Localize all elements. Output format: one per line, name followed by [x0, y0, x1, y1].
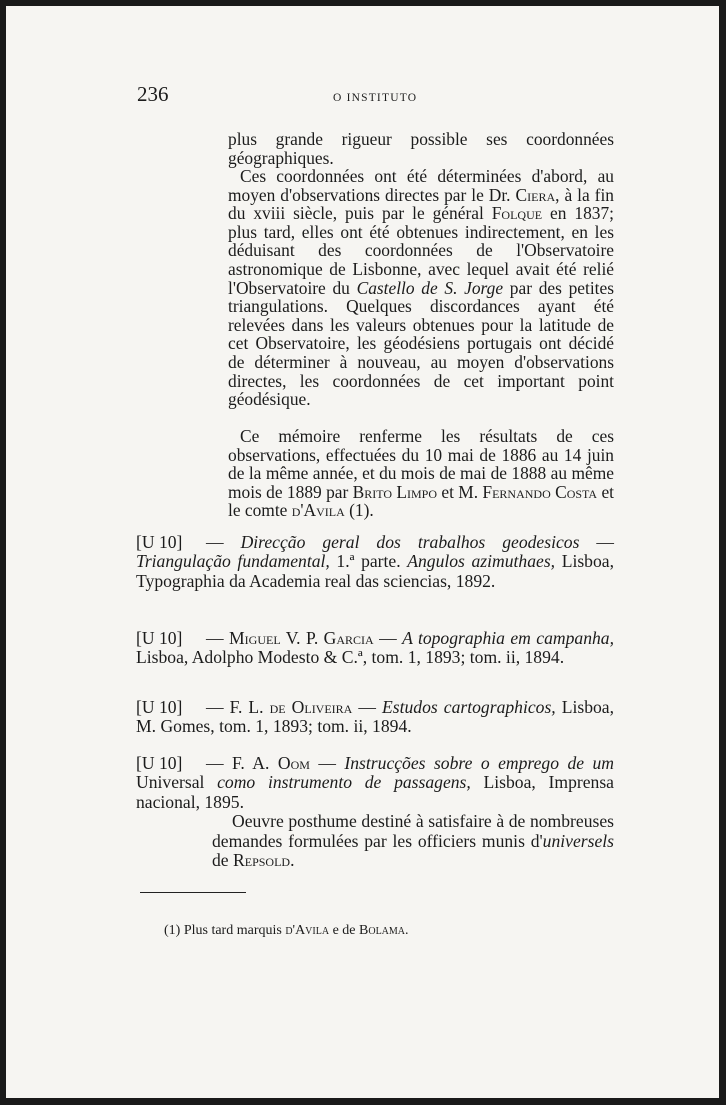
entry-tag: [U 10] — [136, 628, 183, 648]
entry-text: — Direcção geral dos trabalhos geodesicos — Triangulação fundamental, 1.ª parte. Angulos azimuthaes, Lisboa, Typographia da Academia real das sciencias, 1892. — [136, 532, 614, 591]
footnote-rule — [140, 892, 246, 893]
entry-note: Oeuvre posthume destiné à satisfaire à de nombreuses demandes formulées par les officiers munis d'universels de Repsold. — [212, 811, 614, 871]
entry-tag: [U 10] — [136, 697, 183, 717]
paragraph-2: Ces coordonnées ont été déterminées d'abord, au moyen d'observations directes par le Dr. Ciera, à la fin du xviii siècle, puis par le général Folque en 1837; plus tard, elles ont été obtenues indirectement, en les déduisant des coordonnées de l'Observatoire astronomique de Lisbonne, avec lequel avait été relié l'Observatoire du Castello de S. Jorge par des petites triangulations. Quelques discordances ayant été relevées dans les valeurs obtenues pour la latitude de cet Observatoire, les géodésiens portugais ont décidé de déterminer à nouveau, au moyen d'observations directes, les coordonnées de cet important point géodésique. — [228, 166, 614, 410]
entry-text: — Miguel V. P. Garcia — A topographia em campanha, Lisboa, Adolpho Modesto & C.ª, tom. 1, 1893; tom. ii, 1894. — [136, 628, 614, 668]
entry-text: — F. A. Oom — Instrucções sobre o emprego de um Universal como instrumento de passagens, Lisboa, Imprensa nacional, 1895. — [136, 753, 615, 812]
bibliography-entry — [136, 698, 614, 737]
running-title: O INSTITUTO — [333, 92, 418, 104]
entry-text: — F. L. de Oliveira — Estudos cartographicos, Lisboa, M. Gomes, tom. 1, 1893; tom. ii, 1894. — [136, 697, 615, 737]
footnote: (1) Plus tard marquis d'Avila e de Bolama. — [164, 923, 409, 938]
bibliography-entry — [136, 533, 614, 591]
book-page — [6, 6, 719, 1098]
bibliography-entry — [136, 629, 614, 668]
page-number: 236 — [137, 82, 169, 106]
paragraph-1: plus grande rigueur possible ses coordonnées géographiques. — [228, 129, 614, 168]
entry-tag: [U 10] — [136, 532, 183, 552]
entry-tag: [U 10] — [136, 753, 183, 773]
bibliography-entry — [136, 754, 614, 870]
paragraph-3: Ce mémoire renferme les résultats de ces observations, effectuées du 10 mai de 1886 au 14 juin de la même année, et du mois de mai de 1888 au même mois de 1889 par Brito Limpo et M. Fernando Costa et le comte d'Avila (1). — [228, 426, 614, 521]
